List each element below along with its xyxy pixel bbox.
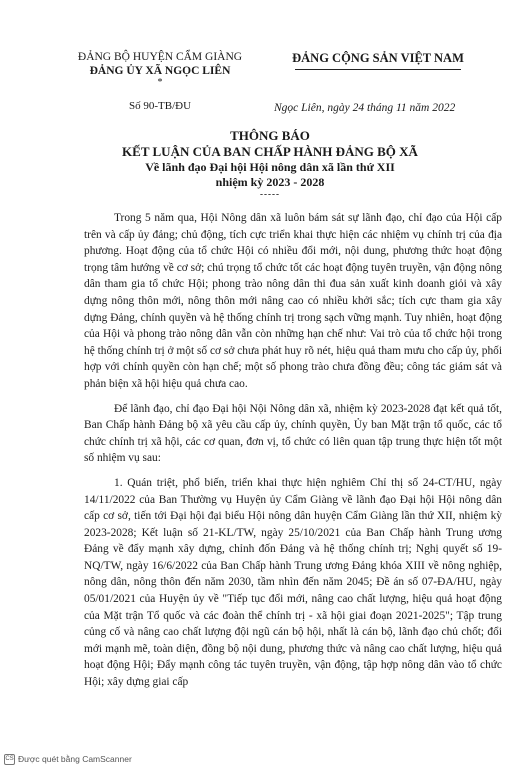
party-name: ĐẢNG CỘNG SẢN VIỆT NAM <box>292 51 464 65</box>
camscanner-logo-icon: CS <box>4 754 15 765</box>
date-line: Ngọc Liên, ngày 24 tháng 11 năm 2022 <box>274 102 456 114</box>
party-committee-commune: ĐẢNG ỦY XÃ NGỌC LIÊN <box>89 65 231 77</box>
party-committee-district: ĐẢNG BỘ HUYỆN CẨM GIÀNG <box>77 51 243 63</box>
paragraph-directive: Để lãnh đạo, chỉ đạo Đại hội Nội Nông dân xã, nhiệm kỳ 2023-2028 đạt kết quả tốt, Ban Chấp hành Đảng bộ xã yêu cầu cấp ủy, chính quyền, Ủy ban Mặt trận tổ quốc, các tổ chức chính trị xã hội, các cơ quan, đơn vị, tổ chức có liên quan tập trung thực hiện tốt một số nhiệm vụ sau: <box>84 402 502 465</box>
title-conclusion: KẾT LUẬN CỦA BAN CHẤP HÀNH ĐẢNG BỘ XÃ <box>122 144 418 159</box>
header-star: * <box>157 77 163 88</box>
title-block <box>60 128 480 198</box>
document-number: Số 90-TB/ĐU <box>128 100 192 112</box>
scanner-watermark-text: Được quét bằng CamScanner <box>18 754 132 764</box>
issuing-authority <box>60 50 260 113</box>
title-notice: THÔNG BÁO <box>230 128 310 143</box>
party-name-underline <box>295 69 461 70</box>
title-subject: Về lãnh đạo Đại hội Hội nông dân xã lần thứ XII <box>145 160 395 174</box>
title-separator: ----- <box>260 189 280 199</box>
document-body <box>84 210 502 691</box>
paragraph-intro: Trong 5 năm qua, Hội Nông dân xã luôn bám sát sự lãnh đạo, chỉ đạo của Hội cấp trên và cấp ủy đảng; chủ động, tích cực triển khai thực hiện các nhiệm vụ chính trị của địa phương. Hoạt động của tổ chức Hội có nhiều đổi mới, nội dung, phương thức hoạt động trọng tâm hướng về cơ sở; chú trọng tổ chức tốt các hoạt động tuyên truyền, vận động nông dân tham gia tổ chức Hội; phong trào nông dân thi đua sản xuất kinh doanh giỏi và xây dựng nông thôn mới, nông thôn mới nâng cao có nhiều khởi sắc; tích cực tham gia xây dựng Đảng, chính quyền và hệ thống chính trị trong sạch vững mạnh. Tuy nhiên, hoạt động của Hội và phong trào nông dân vẫn còn những hạn chế như: Vai trò của tổ chức hội trong hệ thống chính trị ở một số cơ sở chưa phát huy rõ nét, hiệu quả tham mưu cho cấp ủy, phối hợp với chính quyền còn hạn chế; một số phong trào chưa đồng đều; công tác giám sát và phản biện xã hội hiệu quả chưa cao. <box>84 212 502 390</box>
paragraph-task-1: 1. Quán triệt, phổ biến, triển khai thực hiện nghiêm Chỉ thị số 24-CT/HU, ngày 14/11/2022 của Ban Thường vụ Huyện ủy Cẩm Giàng về lãnh đạo Đại hội Hội nông dân cấp cơ sở, tiến tới Đại hội đại biểu Hội nông dân huyện Cẩm Giàng lần thứ XII, nhiệm kỳ 2023-2028; Kết luận số 21-KL/TW, ngày 25/10/2021 của Ban Chấp hành Trung ương Đảng về đẩy mạnh xây dựng, chỉnh đốn Đảng và hệ thống chính trị; Nghị quyết số 19-NQ/TW, ngày 16/6/2022 của Ban Chấp hành Trung ương Đảng khóa XIII về nông nghiệp, nông dân, nông thôn đến năm 2030, tầm nhìn đến năm 2045; Đề án số 07-ĐA/HU, ngày 05/01/2021 của Huyện ủy về "Tiếp tục đổi mới, nâng cao chất lượng, hiệu quả hoạt động của Mặt trận Tổ quốc và các đoàn thể chính trị - xã hội giai đoạn 2021-2025"; Tập trung củng cố và nâng cao chất lượng đội ngũ cán bộ hội, nhất là cán bộ, lãnh đạo chủ chốt; đổi mới mạnh mẽ, toàn diện, đồng bộ nội dung, phương thức và nâng cao chất lượng, hiệu quả hoạt động Hội; Đẩy mạnh công tác tuyên truyền, vận động, tập hợp nông dân vào tổ chức Hội; xây dựng giai cấp <box>84 476 502 689</box>
scanner-footer <box>4 754 132 765</box>
party-name-block <box>278 51 478 70</box>
title-term: nhiệm kỳ 2023 - 2028 <box>215 175 325 189</box>
